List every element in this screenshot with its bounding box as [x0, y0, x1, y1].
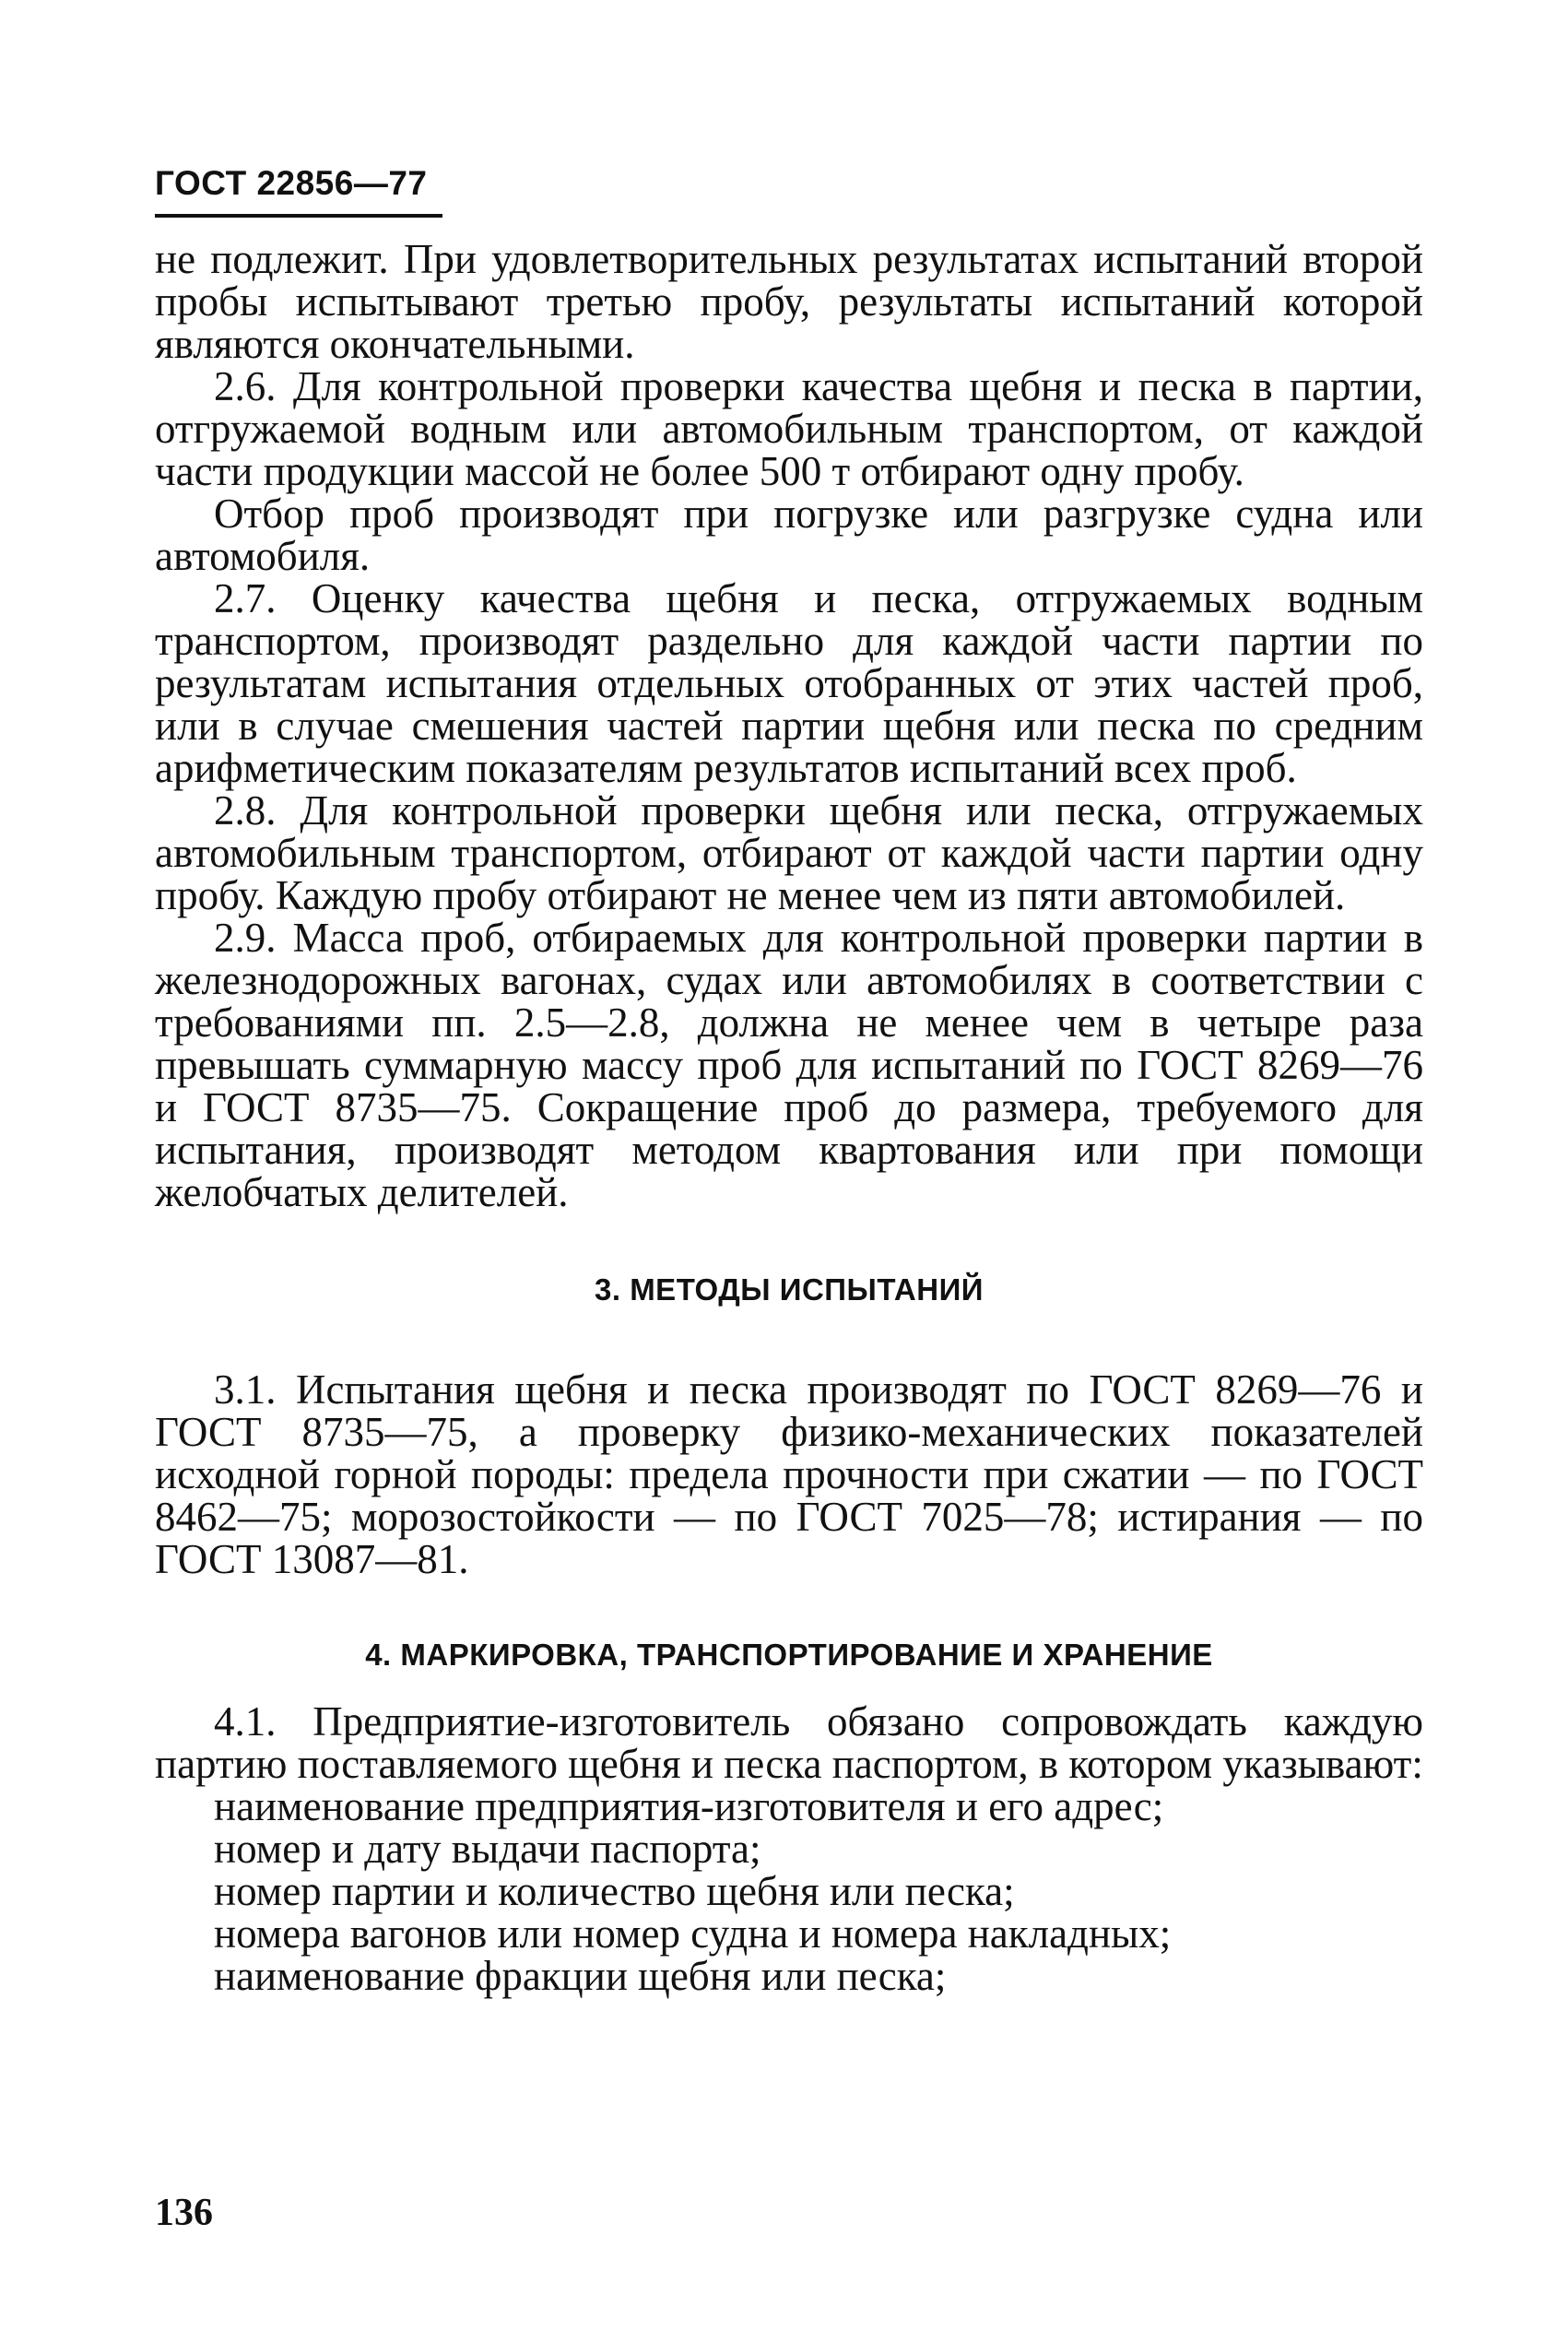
list-item: номера вагонов или номер судна и номера накладных; [214, 1910, 1172, 1957]
document-header-title: ГОСТ 22856—77 [155, 164, 428, 202]
paragraph-2-7: 2.7. Оценку качества щебня и песка, отгружаемых водным транспортом, производят раздельно для каждой части партии по результатам испытания отдельных отобранных от этих частей проб, или в случае смешения частей партии щебня или песка по средним арифметическим показателям результатов испытаний всех проб. [155, 575, 1423, 791]
list-item: наименование фракции щебня или песка; [214, 1953, 947, 1999]
paragraph-2-8: 2.8. Для контрольной проверки щебня или песка, отгружаемых автомобильным транспортом, отбирают от каждой части партии одну пробу. Каждую пробу отбирают не менее чем из пяти автомобилей. [155, 787, 1423, 918]
paragraph-2-9: 2.9. Масса проб, отбираемых для контрольной проверки партии в железнодорожных вагонах, судах или автомобилях в соответствии с требованиями пп. 2.5—2.8, должна не менее чем в четыре раза превышать суммарную массу проб для испытаний по ГОСТ 8269—76 и ГОСТ 8735—75. Сокращение проб до размера, требуемого для испытания, производят методом квартования или при помощи желобчатых делителей. [155, 915, 1423, 1215]
list-item: номер и дату выдачи паспорта; [214, 1826, 761, 1872]
paragraph-sampling: Отбор проб производят при погрузке или разгрузке судна или автомобиля. [155, 491, 1423, 579]
list-item: наименование предприятия-изготовителя и его адрес; [214, 1783, 1164, 1829]
list-item: номер партии и количество щебня или песка; [214, 1868, 1015, 1914]
header-rule [155, 214, 442, 218]
page-number: 136 [155, 2192, 213, 2234]
paragraph-continuation: не подлежит. При удовлетворительных результатах испытаний второй пробы испытывают третью пробу, результаты испытаний которой являются окончательными. [155, 236, 1423, 367]
paragraph-4-1: 4.1. Предприятие-изготовитель обязано сопровождать каждую партию поставляемого щебня и песка паспортом, в котором указывают: [155, 1698, 1423, 1787]
section-4-heading: 4. МАРКИРОВКА, ТРАНСПОРТИРОВАНИЕ И ХРАНЕНИЕ [365, 1638, 1213, 1672]
document-body [155, 238, 1423, 1997]
paragraph-3-1: 3.1. Испытания щебня и песка производят по ГОСТ 8269—76 и ГОСТ 8735—75, а проверку физико-механических показателей исходной горной породы: предела прочности при сжатии — по ГОСТ 8462—75; морозостойкости — по ГОСТ 7025—78; истирания — по ГОСТ 13087—81. [155, 1366, 1423, 1582]
passport-items-list [155, 1785, 1423, 1997]
section-3-heading: 3. МЕТОДЫ ИСПЫТАНИЙ [595, 1272, 984, 1307]
paragraph-2-6: 2.6. Для контрольной проверки качества щебня и песка в партии, отгружаемой водным или автомобильным транспортом, от каждой части продукции массой не более 500 т отбирают одну пробу. [155, 363, 1423, 494]
